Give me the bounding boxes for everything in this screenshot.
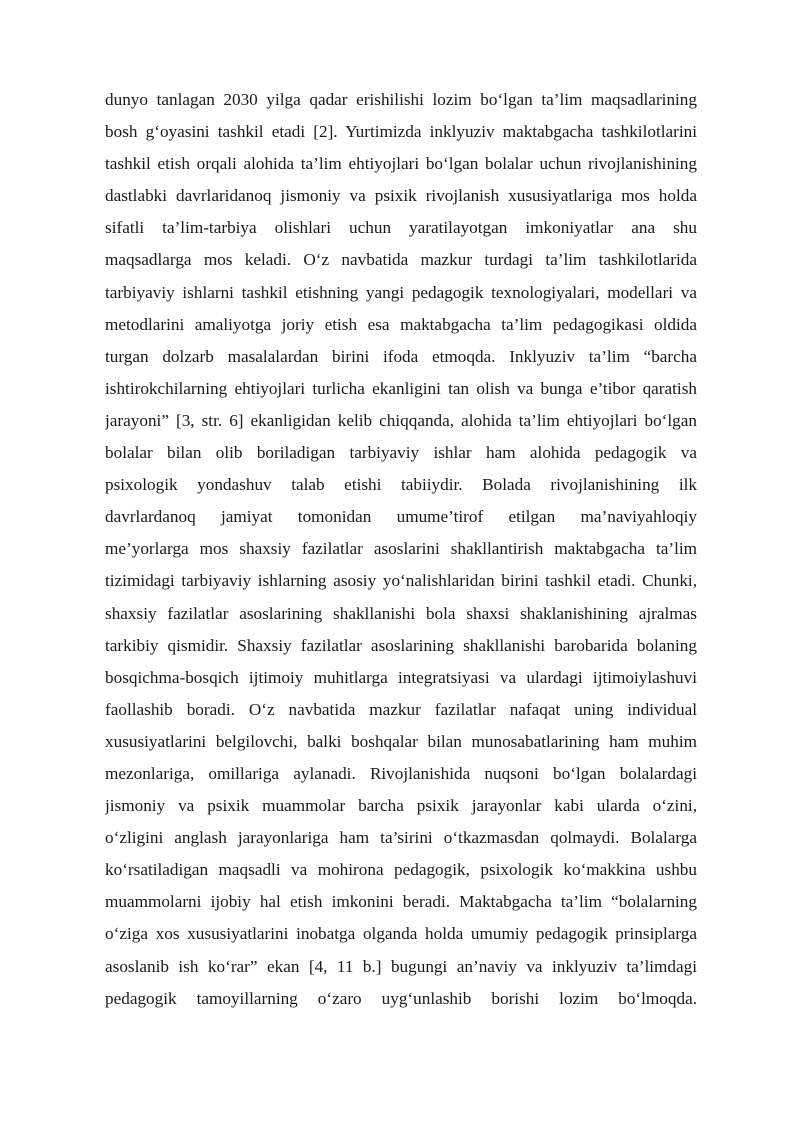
text-line: asoslanib ish koʻrar” ekan [4, 11 b.] bugungi an’naviy va inklyuziv ta’limdagi [105,956,697,976]
text-line: oʻziga xos xususiyatlarini inobatga olganda holda umumiy pedagogik prinsiplarga [105,924,697,944]
body-paragraph [105,84,697,1015]
text-line: pedagogik tamoyillarning oʻzaro uygʻunlashib borishi lozim boʻlmoqda. [105,988,697,1008]
text-line: metodlarini amaliyotga joriy etish esa maktabgacha ta’lim pedagogikasi oldida [105,314,697,334]
text-line: dastlabki davrlaridanoq jismoniy va psixik rivojlanish xususiyatlariga mos holda [105,186,697,206]
text-line: bolalar bilan olib boriladigan tarbiyaviy ishlar ham alohida pedagogik va [105,443,697,463]
text-line: bosqichma-bosqich ijtimoiy muhitlarga integratsiyasi va ulardagi ijtimoiylashuvi [105,667,697,687]
text-line: ishtirokchilarning ehtiyojlari turlicha ekanligini tan olish va bunga e’tibor qaratish [105,378,697,398]
text-line: maqsadlarga mos keladi. Oʻz navbatida mazkur turdagi ta’lim tashkilotlarida [105,250,697,270]
text-line: oʻzligini anglash jarayonlariga ham ta’sirini oʻtkazmasdan qolmaydi. Bolalarga [105,828,697,848]
text-line: turgan dolzarb masalalardan birini ifoda etmoqda. Inklyuziv ta’lim “barcha [105,346,697,366]
text-line: psixologik yondashuv talab etishi tabiiydir. Bolada rivojlanishining ilk [105,475,697,495]
text-line: xususiyatlarini belgilovchi, balki boshqalar bilan munosabatlarining ham muhim [105,731,697,751]
text-line: jismoniy va psixik muammolar barcha psixik jarayonlar kabi ularda oʻzini, [105,796,697,816]
text-line: sifatli ta’lim-tarbiya olishlari uchun yaratilayotgan imkoniyatlar ana shu [105,218,697,238]
text-line: tizimidagi tarbiyaviy ishlarning asosiy yoʻnalishlaridan birini tashkil etadi. Chunki, [105,571,697,591]
text-line: bosh gʻoyasini tashkil etadi [2]. Yurtimizda inklyuziv maktabgacha tashkilotlarini [105,122,697,142]
text-line: faollashib boradi. Oʻz navbatida mazkur fazilatlar nafaqat uning individual [105,699,697,719]
text-line: tarkibiy qismidir. Shaxsiy fazilatlar asoslarining shakllanishi barobarida bolaning [105,635,697,655]
text-line: me’yorlarga mos shaxsiy fazilatlar asoslarini shakllantirish maktabgacha ta’lim [105,539,697,559]
text-line: muammolarni ijobiy hal etish imkonini beradi. Maktabgacha ta’lim “bolalarning [105,892,697,912]
text-line: jarayoni” [3, str. 6] ekanligidan kelib chiqqanda, alohida ta’lim ehtiyojlari boʻlgan [105,410,697,430]
text-line: tashkil etish orqali alohida ta’lim ehtiyojlari boʻlgan bolalar uchun rivojlanishining [105,154,697,174]
text-line: davrlardanoq jamiyat tomonidan umume’tirof etilgan ma’naviyahloqiy [105,507,697,527]
text-line: dunyo tanlagan 2030 yilga qadar erishilishi lozim boʻlgan ta’lim maqsadlarining [105,90,697,109]
text-line: mezonlariga, omillariga aylanadi. Rivojlanishida nuqsoni boʻlgan bolalardagi [105,763,697,783]
text-line: koʻrsatiladigan maqsadli va mohirona pedagogik, psixologik koʻmakkina ushbu [105,860,697,880]
text-line: shaxsiy fazilatlar asoslarining shakllanishi bola shaxsi shaklanishining ajralmas [105,603,697,623]
text-line: tarbiyaviy ishlarni tashkil etishning yangi pedagogik texnologiyalari, modellari va [105,282,697,302]
